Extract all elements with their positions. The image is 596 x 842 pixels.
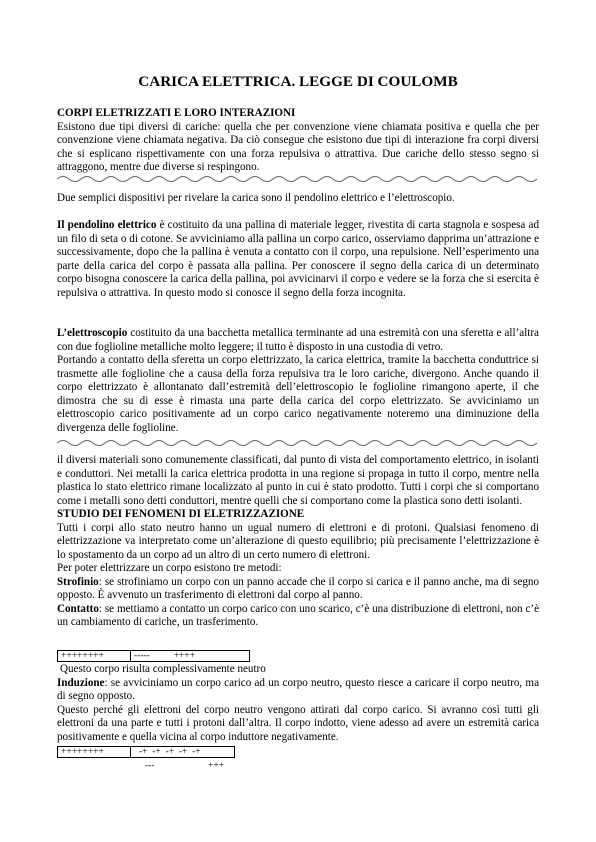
paragraph (57, 327, 539, 354)
paragraph: Questo corpo risulta complessivamente neutro (60, 663, 266, 675)
devices-intro (57, 192, 539, 206)
induzione-charge-diagram (57, 746, 235, 758)
term-text: : se avviciniamo un corpo carico ad un corpo neutro, questo riesce a caricare il corpo neutro, ma di segno opposto. (57, 676, 539, 702)
paragraph: Questo perché gli elettroni del corpo neutro vengono attirati dal corpo carico. Si avranno così tutti gli elettroni da una parte e tutti i protoni dall’altra. Il corpo indotto, viene adesso ad avere un estremità carica positivamente e quella vicina al corpo induttore negativamente. (57, 703, 539, 743)
section-heading: CORPI ELETRIZZATI E LORO INTERAZIONI (57, 107, 296, 119)
wavy-separator (57, 436, 539, 448)
term: Il pendolino elettrico (57, 219, 157, 231)
term-text: : se mettiamo a contatto un corpo carico con uno scarico, c’è una distribuzione di elettroni, non c’è un cambiamento di cariche, un trasferimento. (57, 602, 539, 628)
charge-cell: ----- ++++ (131, 651, 250, 662)
induced-positive-label: +++ (208, 761, 225, 771)
paragraph: Due semplici dispositivi per rivelare la carica sono il pendolino elettrico e l’elettroscopio. (57, 192, 455, 204)
wavy-separator (57, 172, 539, 184)
paragraph (57, 677, 539, 704)
term-text: è costituito da una pallina di materiale legger, rivestita di carta stagnola e sospesa ad un filo di seta o di cotone. Se avviciniamo alla pallina un corpo carico, osserviamo dapprima un’attrazione e successivamente, dopo che la pallina è venuta a contatto con il corpo, una repulsione. Nell’esperimento una parte della carica del corpo è passata alla pallina. Per conoscere il segno della carica di un determinato corpo bisogna conoscere la carica della pallina, poi avvicinarvi il corpo e vedere se la forza che si esercita è repulsiva o attrattiva. In questo modo si conosce il segno della forza incognita. (57, 219, 539, 299)
charge-cell: ++++++++ (58, 747, 131, 758)
term: Contatto (57, 602, 99, 615)
term: L’elettroscopio (57, 327, 128, 339)
paragraph: Portando a contatto della sferetta un corpo elettrizzato, la carica elettrica, tramite la bacchetta conduttrice si trasmette alle foglioline che a causa della forza repulsiva tra le loro cariche, divergono. Anche quando il corpo elettrizzato è allontanato dall’estremità dell’elettroscopio le foglioline rimangono aperte, il che dimostra che su di esse è rimasta una parte della carica del corpo elettrizzato. Se avviciniamo un elettroscopio carico positivamente ad un corpo carico negativamente noteremo una diminuzione della divergenza delle foglioline. (57, 354, 539, 434)
section-corpi-elettrizzati (57, 107, 539, 175)
pendolino-section (57, 219, 539, 300)
paragraph (57, 603, 539, 630)
section-heading: STUDIO DEI FENOMENI DI ELETRIZZAZIONE (57, 508, 305, 520)
induced-negative-label: --- (145, 761, 155, 771)
term-text: : se strofiniamo un corpo con un panno accade che il corpo si carica e il panno anche, ma di segno opposto. È avvenuto un trasferimento di elettroni dal corpo al panno. (57, 575, 539, 601)
induzione-section (57, 663, 539, 744)
materials-section (57, 454, 539, 630)
term: Strofinio (57, 575, 99, 588)
elettroscopio-section (57, 327, 539, 435)
paragraph (57, 576, 539, 603)
paragraph: Per poter elettrizzare un corpo esistono tre metodi: (57, 562, 282, 574)
term: Induzione (57, 676, 105, 689)
paragraph: Tutti i corpi allo stato neutro hanno un ugual numero di elettroni e di protoni. Qualsiasi fenomeno di elettrizzazione va interpretato come un’alterazione di questo equilibrio; più precisamente l’elettrizzazione è lo spostamento da un corpo ad un altro di un certo numero di elettroni. (57, 521, 539, 561)
paragraph (57, 219, 539, 300)
charge-cell: -+ -+ -+ -+ -+ (131, 747, 235, 758)
paragraph: Esistono due tipi diversi di cariche: quella che per convenzione viene chiamata positiva e quella che per convenzione viene chiamata negativa. Da ciò consegue che esistono due tipi di interazione fra corpi diversi che si esplicano rispettivamente con una forza repulsiva o attrattiva. Due cariche dello stesso segno si attraggono, mentre due diverse si respingono. (57, 120, 539, 173)
charge-cell: ++++++++ (58, 651, 131, 662)
contatto-charge-diagram (57, 650, 250, 662)
page-title: CARICA ELETTRICA. LEGGE DI COULOMB (138, 73, 458, 90)
paragraph: il diversi materiali sono comunemente classificati, dal punto di vista del comportamento elettrico, in isolanti e conduttori. Nei metalli la carica elettrica prodotta in una regione si propaga in tutto il corpo, mentre nella plastica lo stato elettrico rimane localizzato al punto in cui è stato prodotto. Tutti i corpi che si comportano come i metalli sono detti conduttori, mentre quelli che si comportano come la plastica sono detti isolanti. (57, 454, 539, 507)
term-text: costituito da una bacchetta metallica terminante ad una estremità con una sferetta e all’altra con due foglioline metalliche molto leggere; il tutto è disposto in una custodia di vetro. (57, 327, 539, 353)
